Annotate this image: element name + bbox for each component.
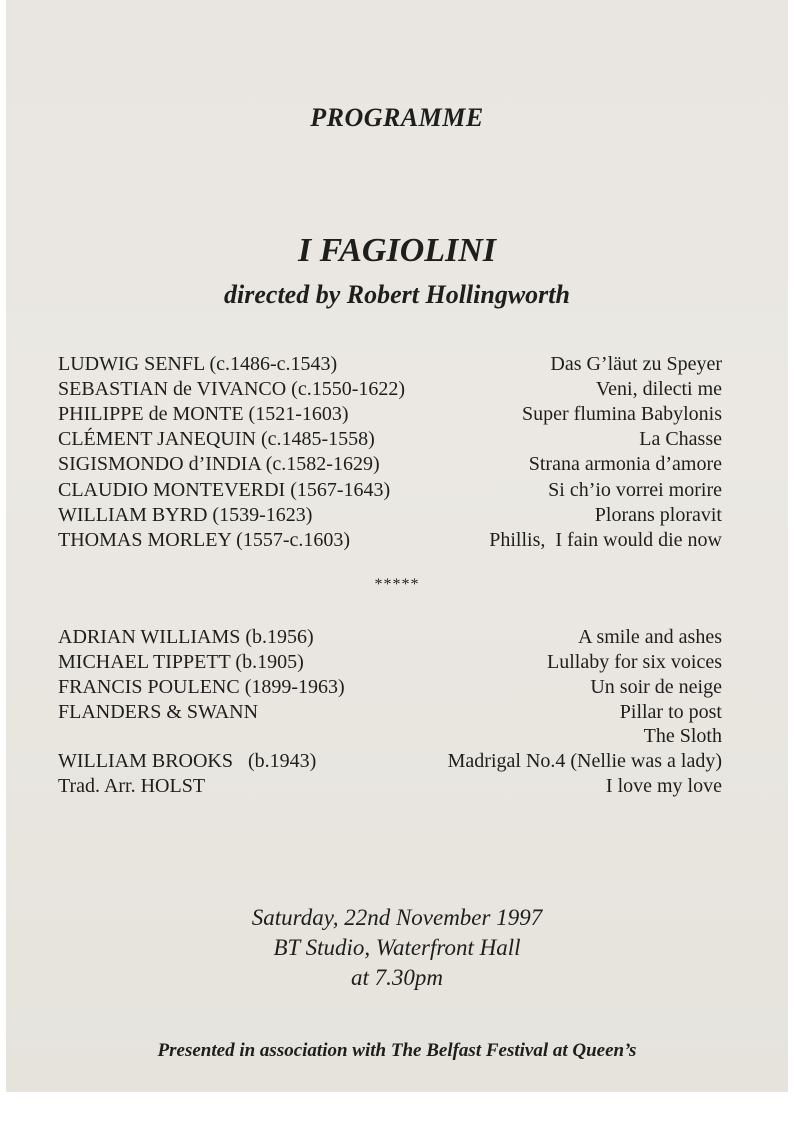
composer: SIGISMONDO d’INDIA (c.1582-1629) <box>58 453 380 475</box>
programme-row <box>58 377 722 402</box>
composer: CLÉMENT JANEQUIN (c.1485-1558) <box>58 428 375 450</box>
composer: WILLIAM BROOKS (b.1943) <box>58 750 317 772</box>
work-title: Un soir de neige <box>590 676 722 698</box>
programme-row <box>58 352 722 377</box>
work-title: A smile and ashes <box>578 626 722 648</box>
composer: ADRIAN WILLIAMS (b.1956) <box>58 626 314 648</box>
work-title: Lullaby for six voices <box>547 651 722 673</box>
composer: FRANCIS POULENC (1899-1963) <box>58 676 345 698</box>
work-title: Super flumina Babylonis <box>522 403 722 425</box>
programme-row <box>58 625 722 650</box>
work-title: Madrigal No.4 (Nellie was a lady) <box>447 750 722 772</box>
programme-row <box>58 724 722 749</box>
interval-divider: ***** <box>374 576 420 593</box>
work-title: Phillis, I fain would die now <box>489 529 722 551</box>
work-title: Strana armonia d’amore <box>528 453 722 475</box>
composer: PHILIPPE de MONTE (1521-1603) <box>58 403 349 425</box>
programme-row <box>58 774 722 799</box>
composer: WILLIAM BYRD (1539-1623) <box>58 504 313 526</box>
work-title: Plorans ploravit <box>594 504 722 526</box>
event-venue: BT Studio, Waterfront Hall <box>273 935 521 960</box>
work-title: Veni, dilecti me <box>595 378 722 400</box>
work-title: Pillar to post <box>619 701 722 723</box>
programme-row <box>58 675 722 700</box>
programme-row <box>58 528 722 553</box>
programme-row <box>58 503 722 528</box>
programme-row <box>58 427 722 452</box>
composer: CLAUDIO MONTEVERDI (1567-1643) <box>58 479 391 501</box>
programme-row <box>58 700 722 725</box>
director-credit: directed by Robert Hollingworth <box>224 280 570 309</box>
composer: THOMAS MORLEY (1557-c.1603) <box>58 529 351 551</box>
work-title: The Sloth <box>643 725 722 747</box>
programme-heading: PROGRAMME <box>310 103 484 132</box>
event-date: Saturday, 22nd November 1997 <box>251 905 543 930</box>
programme-page <box>6 0 788 1092</box>
event-time: at 7.30pm <box>351 965 443 990</box>
composer: SEBASTIAN de VIVANCO (c.1550-1622) <box>58 378 406 400</box>
composer: Trad. Arr. HOLST <box>58 775 206 797</box>
work-title: Das G’läut zu Speyer <box>550 353 722 375</box>
programme-row <box>58 402 722 427</box>
programme-row <box>58 650 722 675</box>
work-title: Si ch’io vorrei morire <box>548 479 722 501</box>
composer: LUDWIG SENFL (c.1486-c.1543) <box>58 353 338 375</box>
ensemble-title: I FAGIOLINI <box>297 232 497 269</box>
programme-row <box>58 452 722 477</box>
programme-row <box>58 478 722 503</box>
work-title: La Chasse <box>639 428 722 450</box>
work-title: I love my love <box>605 775 722 797</box>
programme-row <box>58 749 722 774</box>
composer: MICHAEL TIPPETT (b.1905) <box>58 651 304 673</box>
presented-credit: Presented in association with The Belfast Festival at Queen’s <box>157 1040 637 1061</box>
composer: FLANDERS & SWANN <box>58 701 259 723</box>
